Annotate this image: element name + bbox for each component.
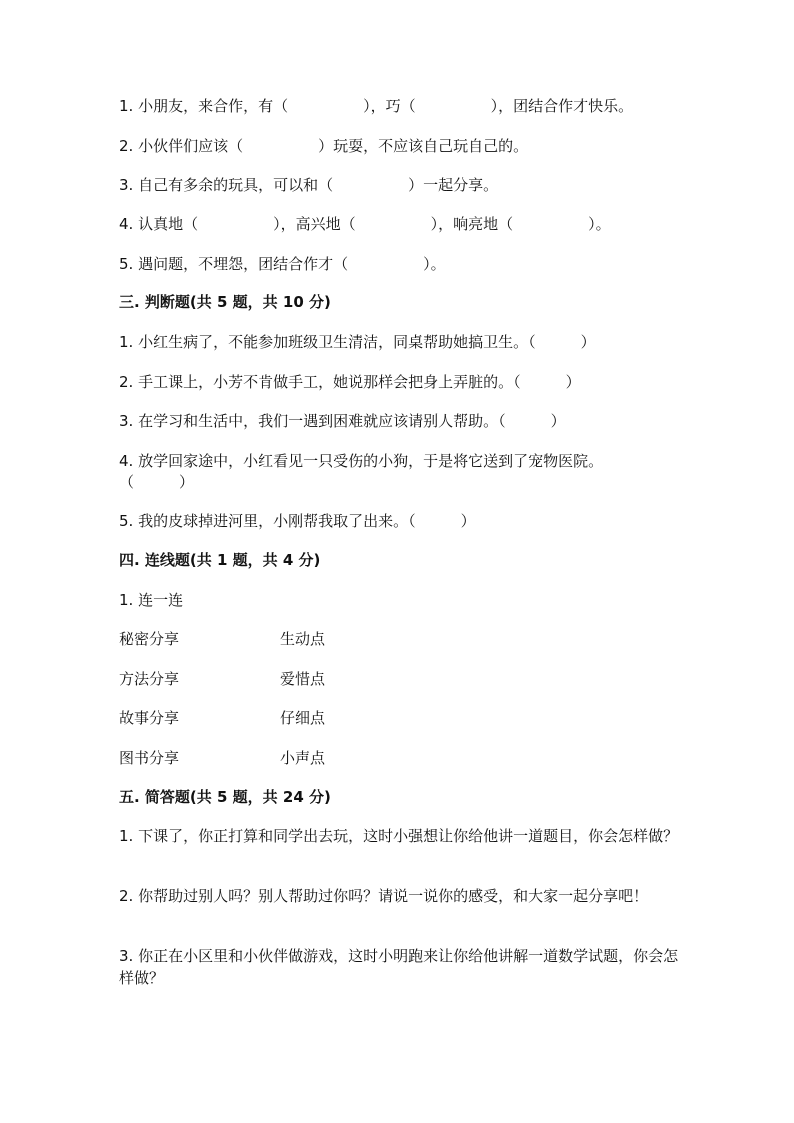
judge-question-4: 4. 放学回家途中，小红看见一只受伤的小狗，于是将它送到了宠物医院。 (119, 452, 604, 470)
fill-blank-question-2: 2. 小伙伴们应该（ ）玩耍，不应该自己玩自己的。 (119, 137, 529, 155)
judge-question-2: 2. 手工课上，小芳不肯做手工，她说那样会把身上弄脏的。（ ） (119, 373, 581, 391)
short-answer-question-2: 2. 你帮助过别人吗？别人帮助过你吗？请说一说你的感受，和大家一起分享吧！ (119, 887, 649, 905)
match-right-item: 仔细点 (280, 709, 326, 727)
judge-question-4-answer-paren: （ ） (119, 473, 195, 491)
judge-question-3: 3. 在学习和生活中，我们一遇到困难就应该请别人帮助。（ ） (119, 412, 566, 430)
judge-question-1: 1. 小红生病了，不能参加班级卫生清洁，同桌帮助她搞卫生。（ ） (119, 333, 596, 351)
short-answer-question-1: 1. 下课了，你正打算和同学出去玩，这时小强想让你给他讲一道题目，你会怎样做？ (119, 827, 679, 845)
match-right-item: 爱惜点 (280, 670, 326, 688)
match-left-item: 故事分享 (119, 709, 180, 727)
fill-blank-question-1: 1. 小朋友，来合作，有（ ），巧（ ），团结合作才快乐。 (119, 97, 634, 115)
judge-question-5: 5. 我的皮球掉进河里，小刚帮我取了出来。（ ） (119, 512, 476, 530)
short-answer-question-3: 3. 你正在小区里和小伙伴做游戏，这时小明跑来让你给他讲解一道数学试题，你会怎样做？ (119, 947, 679, 987)
judge-section-heading: 三. 判断题(共 5 题，共 10 分) (119, 293, 331, 311)
fill-blank-question-5: 5. 遇问题，不埋怨，团结合作才（ ）。 (119, 255, 446, 273)
match-question-1: 1. 连一连 (119, 591, 184, 609)
match-section-heading: 四. 连线题(共 1 题，共 4 分) (119, 551, 321, 569)
match-right-item: 生动点 (280, 630, 326, 648)
fill-blank-question-4: 4. 认真地（ ），高兴地（ ），响亮地（ ）。 (119, 215, 611, 233)
match-left-item: 图书分享 (119, 749, 180, 767)
match-left-item: 方法分享 (119, 670, 180, 688)
match-right-item: 小声点 (280, 749, 326, 767)
match-left-item: 秘密分享 (119, 630, 180, 648)
short-answer-section-heading: 五. 简答题(共 5 题，共 24 分) (119, 788, 331, 806)
fill-blank-question-3: 3. 自己有多余的玩具，可以和（ ）一起分享。 (119, 176, 499, 194)
